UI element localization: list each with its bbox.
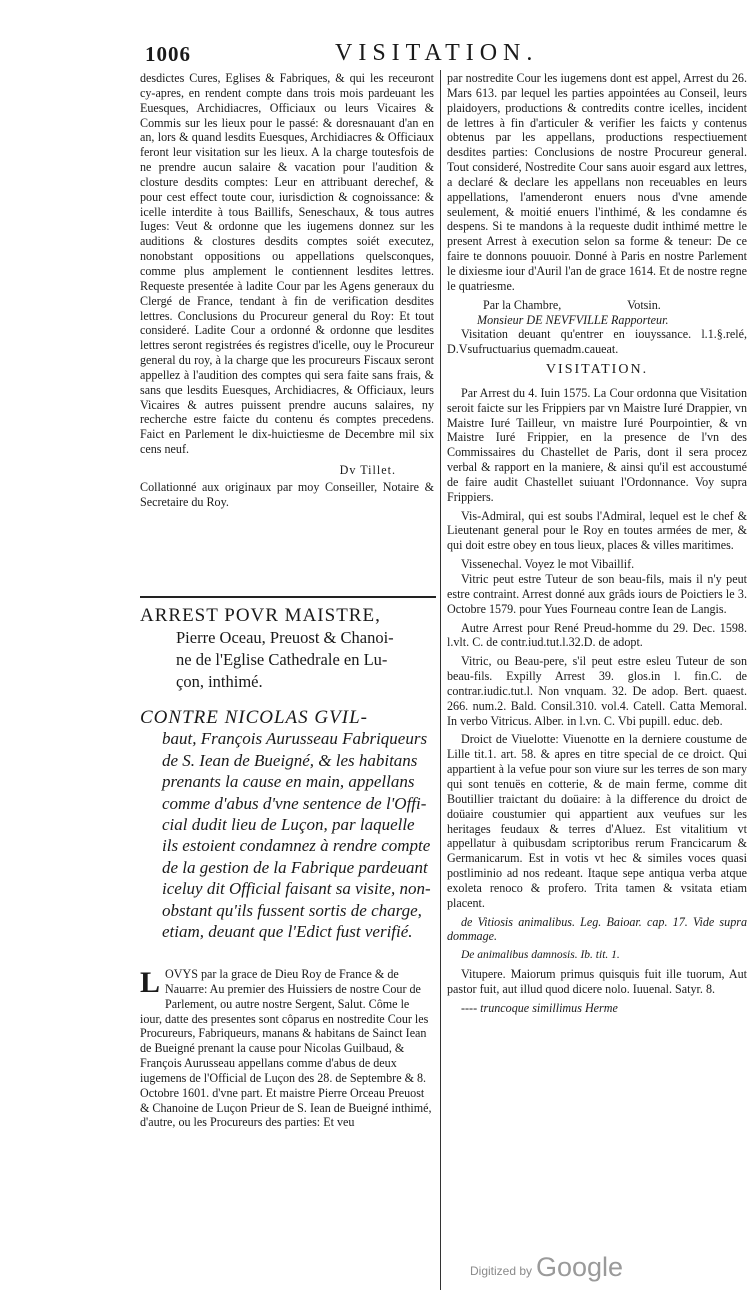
contre-line: iceluy dit Official faisant sa visite, non- [162, 879, 431, 899]
contre-line: baut, François Aurusseau Fabriqueurs [162, 729, 428, 749]
running-title: VISITATION. [335, 40, 539, 66]
contre-line: ils estoient condamnez à rendre compte [162, 836, 431, 856]
entry-paragraph: Par Arrest du 4. Iuin 1575. La Cour ordonna que Visitation seroit faicte sur les Frippiers par vn Maistre Iuré Drappier, vn Maistre Iuré Tailleur, vn maistre Iuré Pourpointier, & vn Maistre Iuré Frippier, en la presence de l'vn des Commissaires du Chastellet de Paris, dont il sera procez verbal & rapport en la maniere, & ainsi qu'il est accoustumé de faire audit Chastellet suiuant l'Ordonnance. Voy supra Frippiers. [447, 385, 747, 504]
signer-name: Dv Tillet. [339, 462, 396, 477]
contre-line: prenants la cause en main, appellans [162, 772, 415, 792]
contre-line: comme d'abus d'vne sentence de l'Offi- [162, 793, 427, 813]
section-rule [140, 596, 436, 598]
rapporteur: Monsieur DE NEVFVILLE Rapporteur. [477, 312, 669, 327]
arrest-heading-line: çon, inthimé. [176, 672, 263, 691]
left-paragraph: desdictes Cures, Eglises & Fabriques, & qui les receuront cy-apres, en rendent compte dans trois mois pardeuant les Euesques, Archidiacres, Officiaux ou leurs Vicaires & Commis sur les lieux pour le passé: & doresnauant d'an en an, lors & quand lesdits Euesques, Archidiacres & Officiaux feront leur visitation sur les lieux. A la charge toutesfois de ne prendre aucun salaire & vacation pour l'audition & closture desdits comptes: Leur en attribuant derechef, & pour cest effect toute cour, iurisdiction & cognoissance: & icelle interdite à tous Baillifs, Seneschaux, & tous autres Iuges: Veut & ordonne que les iugemens donnez sur les auditions & clostures desdits comptes soiét executez, nonobstant oppositions ou appellations quelsconques, comme plus amplement le contiennent lesdites lettres. Requeste presentée à ladite Cour par les Agens generaux du Clergé de France, tendant à fin de verification desdites lettres. Conclusions du Procureur general du Roy: Et tout consideré. Ladite Cour a ordonné & ordonne que lesdites lettres seront registrées és registres d'icelle, ouy le Procureur general du roy, à la charge que les procureurs Fiscaux seront appellez à l'audition des comptes qui sera faite sans frais, & sans que lesdits Euesques, Archidiacres, & Officiaux, leurs Vicaires & autres puissent prendre aucuns salaires, ny recherche estre faicte du contenu és comptes precedens. Faict en Parlement le dix-huictiesme de Decembre mil six cens neuf. [140, 71, 434, 457]
contre-line: obstant qu'ils fussent sortis de charge, [162, 900, 422, 920]
digitization-footer [470, 1252, 630, 1284]
par-la-chambre: Par la Chambre, [483, 297, 562, 312]
google-logo: Google [536, 1252, 624, 1282]
section-title: VISITATION. [545, 362, 649, 378]
column-divider [440, 70, 441, 1290]
entry-paragraph: Vitric peut estre Tuteur de son beau-fils, mais il n'y peut estre contraint. Arrest donné aux grâds iours de Poictiers le 3. Octobre 1579. pour Yues Fourneau contre Iean de Langis. [447, 572, 747, 616]
entry-paragraph: Vis-Admiral, qui est soubs l'Admiral, lequel est le chef & Lieutenant general pour le Roy en toutes armées de mer, & qui doit estre obey en tous lieux, places & villes maritimes. [447, 508, 747, 553]
contre-heading [140, 707, 434, 942]
arrest-heading-lead: ARREST POVR MAISTRE, [140, 605, 381, 626]
signature-line [447, 298, 747, 313]
contre-line: cial dudit lieu de Luçon, par laquelle [162, 815, 415, 835]
page-header [145, 40, 745, 68]
collation-note: Collationné aux originaux par moy Conseiller, Notaire & Secretaire du Roy. [140, 479, 434, 509]
contre-line: etiam, deuant que l'Edict fust verifié. [162, 922, 413, 942]
digitized-by-label: Digitized by [470, 1264, 533, 1278]
arrest-heading-line: Pierre Oceau, Preuost & Chanoi- [176, 628, 394, 647]
contre-line: de la gestion de la Fabrique pardeuant [162, 857, 428, 877]
page-number: 1006 [145, 42, 191, 66]
royal-letter-text: OVYS par la grace de Dieu Roy de France & de Nauarre: Au premier des Huissiers de nostre Cour de Parlement, ou autre nostre Sergent, Salut. Côme le iour, datte des presentes sont côparus en nostredite Cour les Procureurs, Fabriqueurs, manans & habitans de Sainct Iean de Bueigné prenant la cause pour Nicolas Guilbaud, & François Aurusseau appellans comme d'abus de deux iugemens de l'Official de Luçon des 28. de Septembre & 8. Octobre 1601. d'vne part. Et maistre Pierre Orceau Preuost & Chanoine de Luçon Prieur de S. Iean de Bueigné inthimé, d'autre, ou les Procureurs des parties: Et veu [140, 967, 432, 1130]
entry-paragraph: Vitric, ou Beau-pere, s'il peut estre esleu Tuteur de son beau-fils. Expilly Arrest 39. glos.in l. fin.C. de contrar.iudic.tut.l. Non vnquam. 32. De adop. Bert. quaest. 266. num.2. Bald. Consil.310. vol.4. Catell. Catta Memoral. In verbo Vitricus. Alber. in l.vn. C. Vbi pupill. educ. deb. [447, 654, 747, 728]
entry-paragraph: Vitupere. Maiorum primus quisquis fuit ille tuorum, Aut pastor fuit, aut illud quod dicere nolo. Iuuenal. Satyr. 8. [447, 967, 747, 996]
arrest-heading-line: ne de l'Eglise Cathedrale en Lu- [176, 650, 388, 669]
entry-paragraph: Autre Arrest pour René Preud-homme du 29. Dec. 1598. l.vlt. C. de contr.iud.tut.l.32.D. de adopt. [447, 620, 747, 650]
left-column [140, 71, 434, 509]
drop-cap: L [140, 966, 161, 999]
contre-line: de S. Iean de Bueigné, & les habitans [162, 750, 418, 770]
right-signer: Votsin. [627, 297, 661, 312]
right-paragraph: par nostredite Cour les iugemens dont est appel, Arrest du 26. Mars 613. par lequel les parties appointées au Conseil, leurs plaidoyers, productions & contredits contre icelles, incident de lettres à fin d'articuler & verifier les faicts y contenus obtenus par les appellans, productions respectiuement desdites parties: Conclusions de nostre Procureur general. Tout consideré, Nostredite Cour sans auoir esgard aux lettres, a declaré & declare les appellans non receuables en leurs appellations, l'amenderont enuers nous d'vne amende seulement, & moitié enuers l'inthimé, & les condamne és despens. Si te mandons à la requeste dudit inthimé mettre le present Arrest à execution selon sa forme & teneur: De ce faire te donnons pouuoir. Donné à Paris en nostre Parlement le dixiesme iour d'Auril l'an de grace 1614. Et de nostre regne le quatriesme. [447, 71, 747, 293]
contre-heading-lead: CONTRE NICOLAS GVIL- [140, 707, 368, 728]
arrest-heading [140, 605, 434, 693]
visitation-note: Visitation deuant qu'entrer en iouyssance. l.1.§.relé, D.Vsufructuarius quemadm.caueat. [447, 327, 747, 357]
entry-paragraph: De animalibus damnosis. Ib. tit. 1. [461, 949, 620, 962]
entry-paragraph: ---- truncoque simillimus Herme [461, 1000, 618, 1015]
entry-paragraph: Vissenechal. Voyez le mot Vibaillif. [461, 557, 635, 572]
royal-letter [140, 967, 434, 1130]
entry-paragraph: Droict de Viuelotte: Viuenotte en la derniere coustume de Lille tit.1. art. 58. & apres en titre special de ce droict. Qui appartient à la vefue pour son viure sur les terres de son mary qui sont tenuës en cotterie, & de main ferme, comme dit Boutillier traictant du doüaire: à la difference du droict de doüaire coustumier qui appartient aux veufues sur les heritages feudaux & terres d'Aluez. Est vitalitium vt appellatur à quibusdam scriptoribus rerum Francicarum & Germanicarum. Est in votis vt hec & similes voces quasi postliminio ad nos redeant. Itaque sepe antiqua verba atque exoleta renoco & profero. Trita tamen & vsitata etiam placent. [447, 732, 747, 910]
entry-paragraph: de Vitiosis animalibus. Leg. Baioar. cap. 17. Vide supra dommage. [447, 914, 747, 944]
right-column [447, 71, 747, 1016]
